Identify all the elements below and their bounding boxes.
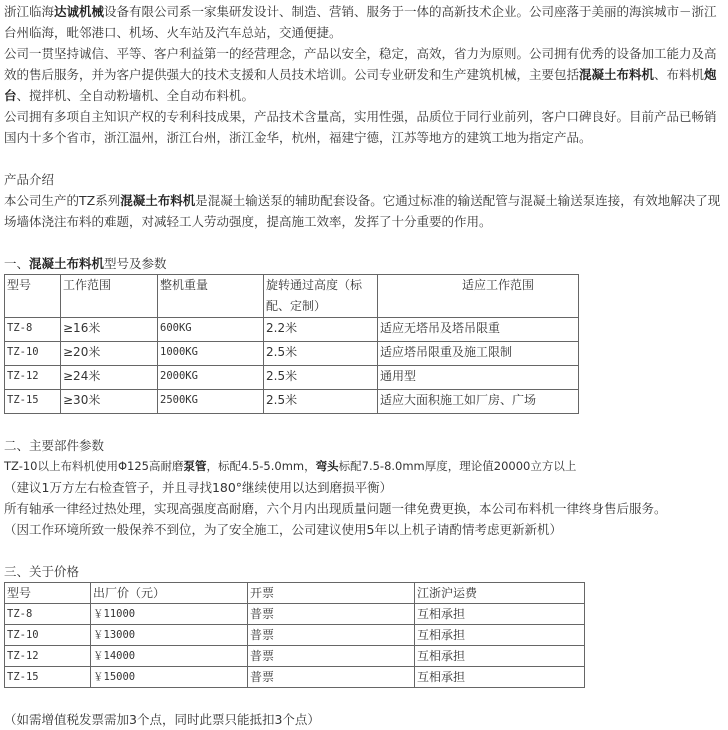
header-cell: 江浙沪运费 bbox=[415, 583, 585, 604]
section1-heading bbox=[4, 253, 724, 274]
intro-paragraph-1 bbox=[4, 1, 724, 43]
section3-heading: 三、关于价格 bbox=[4, 564, 80, 579]
product-heading: 产品介绍 bbox=[4, 172, 55, 187]
weight-cell: 2000KG bbox=[158, 366, 264, 390]
product-text: 本公司生产的TZ系列 bbox=[4, 193, 121, 208]
table-row bbox=[5, 366, 579, 390]
keyword-bold: 弯头 bbox=[315, 459, 339, 473]
freight-cell: 互相承担 bbox=[415, 625, 585, 646]
price-cell: ￥15000 bbox=[91, 667, 248, 688]
section1-heading-prefix: 一、 bbox=[4, 256, 30, 271]
price-table-header bbox=[5, 583, 585, 604]
invoice-cell: 普票 bbox=[248, 625, 415, 646]
model-cell: TZ-12 bbox=[5, 366, 61, 390]
price-note: （如需增值税发票需加3个点，同时此票只能抵扣3个点） bbox=[4, 712, 320, 727]
table-row bbox=[5, 318, 579, 342]
header-cell: 型号 bbox=[5, 275, 61, 318]
range-cell: ≥30米 bbox=[61, 390, 158, 414]
header-cell: 适应工作范围 bbox=[378, 275, 579, 318]
table-row bbox=[5, 604, 585, 625]
model-cell: TZ-15 bbox=[5, 667, 91, 688]
scope-cell: 适应无塔吊及塔吊限重 bbox=[378, 318, 579, 342]
intro-text: 、搅拌机、全自动粉墙机、全自动布料机。 bbox=[16, 88, 255, 103]
header-cell: 旋转通过高度（标配、定制） bbox=[264, 275, 378, 318]
price-cell: ￥13000 bbox=[91, 625, 248, 646]
height-cell: 2.2米 bbox=[264, 318, 378, 342]
keyword-bold: 混凝土布料机 bbox=[29, 256, 105, 271]
intro-text: 公司一贯坚持诚信、平等、客户利益第一的经营理念，产品以安全，稳定，高效，省力为原则。公司拥有优秀的设备加工能力及高效的售后服务，并为客户提供强大的技术支援和人员技术培训。公司专业研发和生产建筑机械，主要包括 bbox=[4, 46, 717, 82]
section2-text: 标配7.5-8.0mm厚度，理论值20000立方以上 bbox=[338, 459, 577, 473]
model-cell: TZ-10 bbox=[5, 625, 91, 646]
height-cell: 2.5米 bbox=[264, 366, 378, 390]
section2-text: ，标配4.5-5.0mm， bbox=[206, 459, 316, 473]
invoice-cell: 普票 bbox=[248, 646, 415, 667]
model-cell: TZ-8 bbox=[5, 604, 91, 625]
freight-cell: 互相承担 bbox=[415, 667, 585, 688]
intro-paragraph-3: 公司拥有多项自主知识产权的专利科技成果，产品技术含量高，实用性强，品质位于同行业前列，客户口碑良好。目前产品已畅销国内十多个省市，浙江温州，浙江台州，浙江金华，杭州，福建宁德，江苏等地方的建筑工地为指定产品。 bbox=[4, 109, 717, 145]
model-cell: TZ-12 bbox=[5, 646, 91, 667]
section2-line-2: （建议1万方左右检查管子，并且寻找180°继续使用以达到磨损平衡） bbox=[4, 480, 393, 495]
scope-cell: 适应塔吊限重及施工限制 bbox=[378, 342, 579, 366]
section2-heading: 二、主要部件参数 bbox=[4, 438, 105, 453]
keyword-bold: 炮台 bbox=[4, 67, 717, 103]
keyword-bold: 泵管 bbox=[183, 459, 207, 473]
keyword-bold: 混凝土布料机 bbox=[120, 193, 196, 208]
model-cell: TZ-10 bbox=[5, 342, 61, 366]
height-cell: 2.5米 bbox=[264, 342, 378, 366]
weight-cell: 1000KG bbox=[158, 342, 264, 366]
product-description bbox=[4, 190, 724, 232]
price-table bbox=[4, 582, 585, 688]
spec-table-header bbox=[5, 275, 579, 318]
section2-line-4: （因工作环境所致一般保养不到位，为了安全施工，公司建议使用5年以上机子请酌情考虑更新新机） bbox=[4, 522, 562, 537]
price-cell: ￥11000 bbox=[91, 604, 248, 625]
intro-text: 浙江临海 bbox=[4, 4, 55, 19]
freight-cell: 互相承担 bbox=[415, 604, 585, 625]
table-row bbox=[5, 625, 585, 646]
header-cell: 型号 bbox=[5, 583, 91, 604]
table-row bbox=[5, 667, 585, 688]
invoice-cell: 普票 bbox=[248, 667, 415, 688]
header-cell: 工作范围 bbox=[61, 275, 158, 318]
weight-cell: 2500KG bbox=[158, 390, 264, 414]
page-content bbox=[4, 1, 724, 730]
range-cell: ≥16米 bbox=[61, 318, 158, 342]
price-cell: ￥14000 bbox=[91, 646, 248, 667]
range-cell: ≥20米 bbox=[61, 342, 158, 366]
model-cell: TZ-15 bbox=[5, 390, 61, 414]
table-row bbox=[5, 342, 579, 366]
range-cell: ≥24米 bbox=[61, 366, 158, 390]
model-cell: TZ-8 bbox=[5, 318, 61, 342]
section2-line-1 bbox=[4, 456, 724, 477]
weight-cell: 600KG bbox=[158, 318, 264, 342]
intro-text: 、布料机 bbox=[654, 67, 705, 82]
header-cell: 开票 bbox=[248, 583, 415, 604]
spec-table bbox=[4, 274, 579, 414]
freight-cell: 互相承担 bbox=[415, 646, 585, 667]
section2-line-3: 所有轴承一律经过热处理，实现高强度高耐磨，六个月内出现质量问题一律免费更换，本公司布料机一律终身售后服务。 bbox=[4, 501, 667, 516]
height-cell: 2.5米 bbox=[264, 390, 378, 414]
table-row bbox=[5, 646, 585, 667]
company-name: 达诚机械 bbox=[54, 4, 105, 19]
product-text: 是混凝土输送泵的辅助配套设备。它通过标准的输送配管与混凝土输送泵连接，有效地解决了现场墙体浇注布料的难题，对减轻工人劳动强度，提高施工效率，发挥了十分重要的作用。 bbox=[4, 193, 721, 229]
scope-cell: 适应大面积施工如厂房、广场 bbox=[378, 390, 579, 414]
scope-cell: 通用型 bbox=[378, 366, 579, 390]
section2-text: TZ-10以上布料机使用Φ125高耐磨 bbox=[4, 459, 184, 473]
intro-paragraph-2 bbox=[4, 43, 724, 106]
section1-heading-suffix: 型号及参数 bbox=[104, 256, 167, 271]
intro-text: 设备有限公司系一家集研发设计、制造、营销、服务于一体的高新技术企业。公司座落于美丽的海滨城市－浙江台州临海，毗邻港口、机场、火车站及汽车总站，交通便捷。 bbox=[4, 4, 717, 40]
keyword-bold: 混凝土布料机 bbox=[579, 67, 655, 82]
header-cell: 出厂价（元） bbox=[91, 583, 248, 604]
invoice-cell: 普票 bbox=[248, 604, 415, 625]
header-cell: 整机重量 bbox=[158, 275, 264, 318]
table-row bbox=[5, 390, 579, 414]
